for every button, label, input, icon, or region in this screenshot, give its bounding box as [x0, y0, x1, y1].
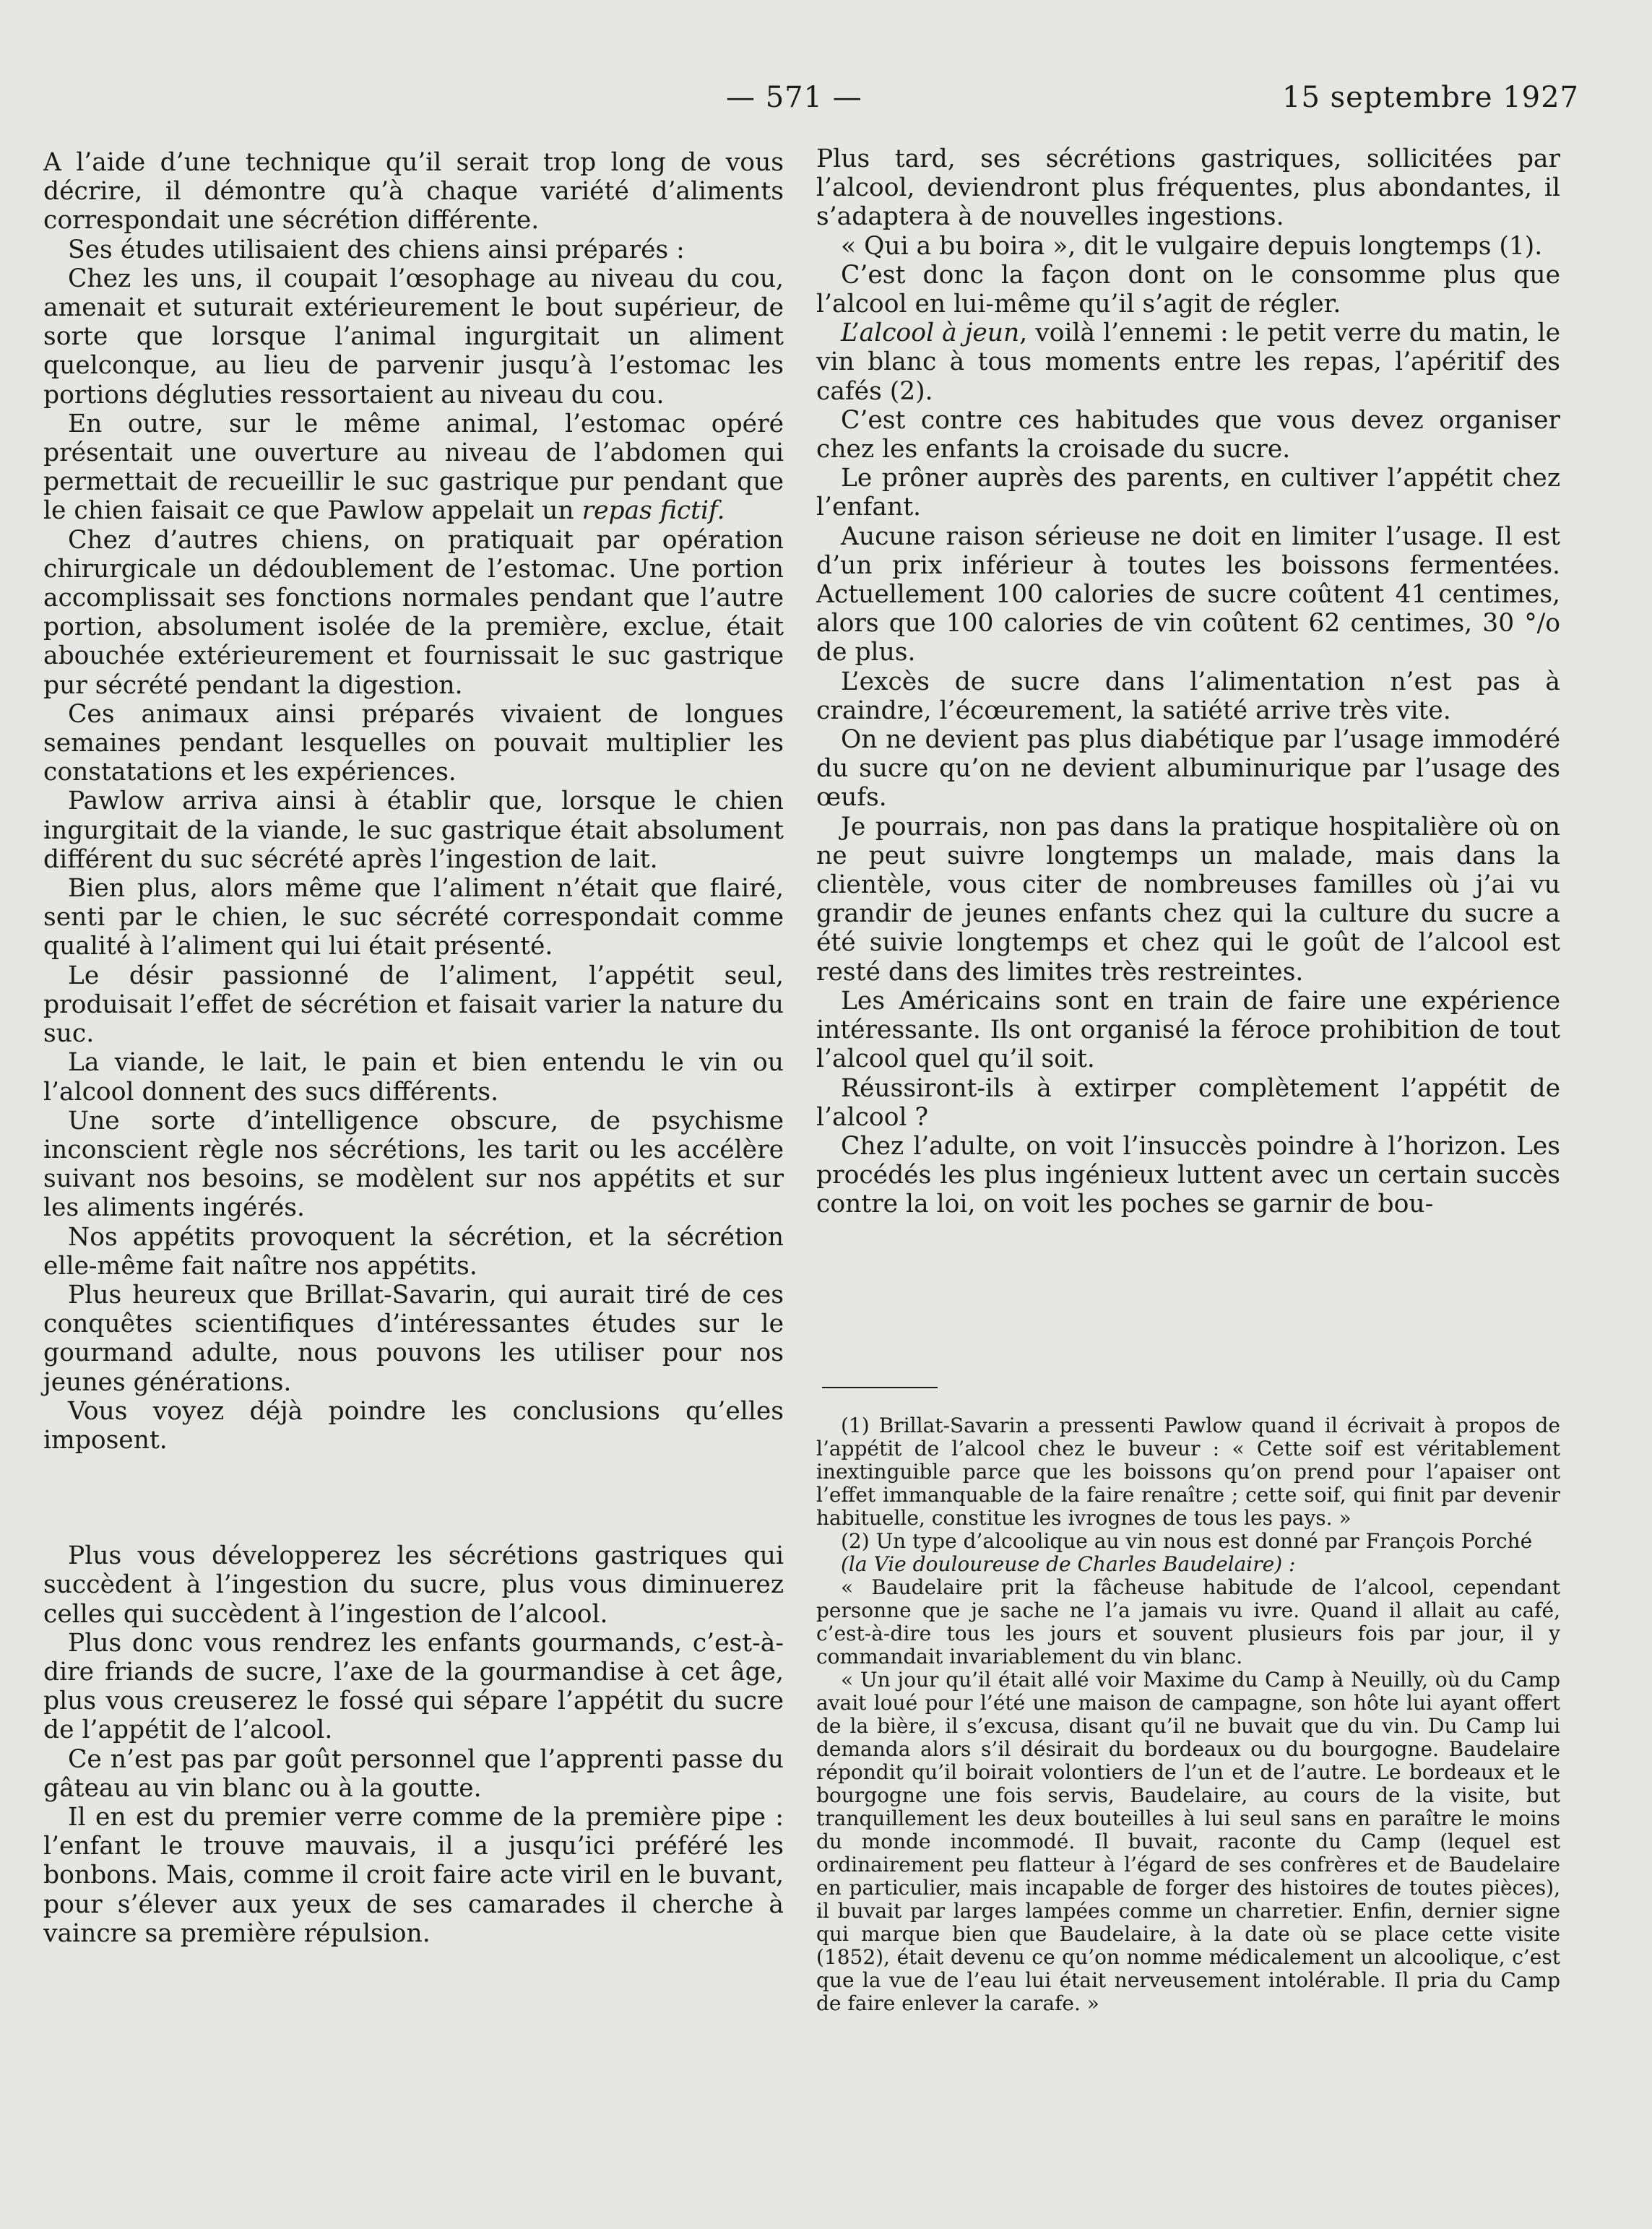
- footnote: (2) Un type d’alcoolique au vin nous est donné par François Porché: [841, 1529, 1533, 1553]
- paragraph: La viande, le lait, le pain et bien entendu le vin ou l’alcool donnent des sucs différents.: [43, 1048, 784, 1107]
- paragraph: Nos appétits provoquent la sécrétion, et la sécrétion elle-même fait naître nos appétits.: [43, 1222, 784, 1281]
- section-separator: [43, 1455, 784, 1541]
- book-title-italic: (la Vie douloureuse de Charles Baudelaire) :: [841, 1552, 1296, 1576]
- left-column: [43, 148, 784, 1948]
- footnote-quote: « Baudelaire prit la fâcheuse habitude de l’alcool, cependant personne que je sache ne l’a jamais vu ivre. Quand il allait au café, c’est-à-dire tous les jours et souvent plusieurs fois par jour, il y commandait invariablement du vin blanc.: [816, 1575, 1560, 1668]
- paragraph-text: , voilà l’ennemi : le petit verre du matin, le vin blanc à tous moments entre les repas, l’apéritif des cafés (2).: [816, 319, 1560, 406]
- issue-date: 15 septembre 1927: [1282, 81, 1580, 114]
- paragraph-alcool-a-jeun: [816, 319, 1560, 406]
- footnote: (1) Brillat-Savarin a pressenti Pawlow quand il écrivait à propos de l’appétit de l’alcool chez le buveur : « Cette soif est véritablement inextinguible parce que les boissons qu’on prend pour l’apaiser ont l’effet immanquable de la faire renaître ; cette soif, qui finit par devenir habituelle, constitue les ivrognes de tous les pays. »: [816, 1414, 1560, 1530]
- paragraph: Vous voyez déjà poindre les conclusions qu’elles imposent.: [43, 1396, 784, 1455]
- paragraph-repas-fictif: [43, 410, 784, 526]
- paragraph: Je pourrais, non pas dans la pratique hospitalière où on ne peut suivre longtemps un malade, mais dans la clientèle, vous citer de nombreuses familles où j’ai vu grandir de jeunes enfants chez qui la culture du sucre a été suivie longtemps et chez qui le goût de l’alcool est resté dans des limites très restreintes.: [816, 812, 1560, 987]
- paragraph: On ne devient pas plus diabétique par l’usage immodéré du sucre qu’on ne devient albuminurique par l’usage des œufs.: [816, 725, 1560, 813]
- paragraph: Ce n’est pas par goût personnel que l’apprenti passe du gâteau au vin blanc ou à la goutte.: [43, 1744, 784, 1803]
- paragraph: Chez d’autres chiens, on pratiquait par opération chirurgicale un dédoublement de l’estomac. Une portion accomplissait ses fonctions normales pendant que l’autre portion, absolument isolée de la première, exclue, était abouchée extérieurement et fournissait le suc gastrique pur sécrété pendant la digestion.: [43, 525, 784, 700]
- right-column: [816, 144, 1560, 1219]
- paragraph: Les Américains sont en train de faire une expérience intéressante. Ils ont organisé la féroce prohibition de tout l’alcool quel qu’il soit.: [816, 986, 1560, 1074]
- paragraph: Réussiront-ils à extirper complètement l’appétit de l’alcool ?: [816, 1073, 1560, 1132]
- paragraph: Ces animaux ainsi préparés vivaient de longues semaines pendant lesquelles on pouvait multiplier les constatations et les expériences.: [43, 699, 784, 787]
- footnote-rule: [822, 1387, 938, 1388]
- paragraph: A l’aide d’une technique qu’il serait trop long de vous décrire, il démontre qu’à chaque variété d’aliments correspondait une sécrétion différente.: [43, 148, 784, 235]
- footnote-book-title: [816, 1553, 1560, 1576]
- footnote-quote: « Un jour qu’il était allé voir Maxime du Camp à Neuilly, où du Camp avait loué pour l’été une maison de campagne, son hôte lui ayant offert de la bière, il s’excusa, disant qu’il ne buvait que du vin. Du Camp lui demanda alors s’il désirait du bordeaux ou du bourgogne. Baudelaire répondit qu’il boirait volontiers de l’un et de l’autre. Le bordeaux et le bourgogne une fois servis, Baudelaire, au cours de la visite, but tranquillement les deux bouteilles à lui seul sans en paraître le moins du monde incommodé. Il buvait, raconte du Camp (lequel est ordinairement peu flatteur à l’égard de ses confrères et de Baudelaire en particulier, mais incapable de forger des histoires de toutes pièces), il buvait par larges lampées comme un charretier. Enfin, dernier signe qui marque bien que Baudelaire, à la date où se place cette visite (1852), était devenu ce qu’on nomme médicalement un alcoolique, c’est que la vue de l’eau lui était nerveusement intolérable. Il pria du Camp de faire enlever la carafe. »: [816, 1668, 1560, 2015]
- paragraph: C’est donc la façon dont on le consomme plus que l’alcool en lui-même qu’il s’agit de régler.: [816, 260, 1560, 319]
- paragraph: Ses études utilisaient des chiens ainsi préparés :: [68, 235, 685, 264]
- paragraph: Plus donc vous rendrez les enfants gourmands, c’est-à-dire friands de sucre, l’axe de la gourmandise à cet âge, plus vous creuserez le fossé qui sépare l’appétit du sucre de l’appétit de l’alcool.: [43, 1628, 784, 1745]
- paragraph: Une sorte d’intelligence obscure, de psychisme inconscient règle nos sécrétions, les tarit ou les accélère suivant nos besoins, se modèlent sur nos appétits et sur les aliments ingérés.: [43, 1106, 784, 1223]
- paragraph: C’est contre ces habitudes que vous devez organiser chez les enfants la croisade du sucre.: [816, 405, 1560, 464]
- paragraph: L’excès de sucre dans l’alimentation n’est pas à craindre, l’écœurement, la satiété arrive très vite.: [816, 667, 1560, 725]
- paragraph: Aucune raison sérieuse ne doit en limiter l’usage. Il est d’un prix inférieur à toutes les boissons fermentées. Actuellement 100 calories de sucre coûtent 41 centimes, alors que 100 calories de vin coûtent 62 centimes, 30 °/o de plus.: [816, 521, 1560, 667]
- repas-fictif-italic: repas fictif.: [581, 496, 725, 526]
- paragraph: Chez l’adulte, on voit l’insuccès poindre à l’horizon. Les procédés les plus ingénieux luttent avec un certain succès contre la loi, on voit les poches se garnir de bou-: [816, 1131, 1560, 1219]
- page-header: [0, 81, 1652, 124]
- paragraph: Il en est du premier verre comme de la première pipe : l’enfant le trouve mauvais, il a jusqu’ici préféré les bonbons. Mais, comme il croit faire acte viril en le buvant, pour s’élever aux yeux de ses camarades il cherche à vaincre sa première répulsion.: [43, 1802, 784, 1948]
- paragraph: Bien plus, alors même que l’aliment n’était que flairé, senti par le chien, le suc sécrété correspondait comme qualité à l’aliment qui lui était présenté.: [43, 874, 784, 961]
- paragraph: Le désir passionné de l’aliment, l’appétit seul, produisait l’effet de sécrétion et faisait varier la nature du suc.: [43, 961, 784, 1049]
- paragraph: Chez les uns, il coupait l’œsophage au niveau du cou, amenait et suturait extérieurement le bout supérieur, de sorte que lorsque l’animal ingurgitait un aliment quelconque, au lieu de parvenir jusqu’à l’estomac les portions dégluties ressortaient au niveau du cou.: [43, 264, 784, 410]
- paragraph-text: En outre, sur le même animal, l’estomac opéré présentait une ouverture au niveau de l’abdomen qui permettait de recueillir le suc gastrique pur pendant que le chien faisait ce que Pawlow appelait un: [43, 409, 784, 526]
- paragraph: Plus vous développerez les sécrétions gastriques qui succèdent à l’ingestion du sucre, plus vous diminuerez celles qui succèdent à l’ingestion de l’alcool.: [43, 1541, 784, 1629]
- paragraph: « Qui a bu boira », dit le vulgaire depuis longtemps (1).: [841, 231, 1543, 261]
- paragraph: Plus tard, ses sécrétions gastriques, sollicitées par l’alcool, deviendront plus fréquentes, plus abondantes, il s’adaptera à de nouvelles ingestions.: [816, 144, 1560, 232]
- paragraph: Le prôner auprès des parents, en cultiver l’appétit chez l’enfant.: [816, 464, 1560, 522]
- page-number: — 571 —: [726, 81, 862, 114]
- footnotes: [816, 1414, 1560, 2015]
- paragraph: Pawlow arriva ainsi à établir que, lorsque le chien ingurgitait de la viande, le suc gastrique était absolument différent du suc sécrété après l’ingestion de lait.: [43, 787, 784, 874]
- alcool-a-jeun-italic: L’alcool à jeun: [841, 319, 1020, 348]
- paragraph: Plus heureux que Brillat-Savarin, qui aurait tiré de ces conquêtes scientifiques d’intéressantes études sur le gourmand adulte, nous pouvons les utiliser pour nos jeunes générations.: [43, 1280, 784, 1397]
